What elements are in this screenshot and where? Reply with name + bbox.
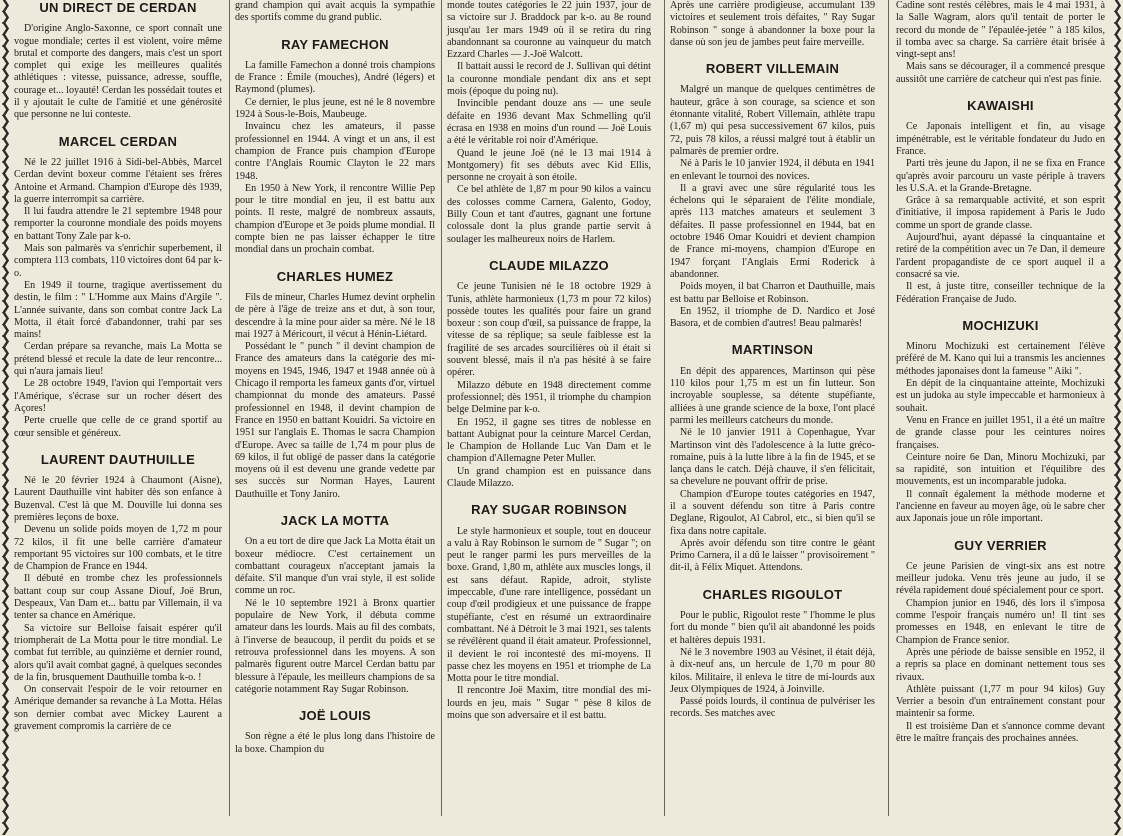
zigzag-mark: ❯ [0, 299, 11, 315]
zigzag-mark: ❯ [0, 9, 11, 25]
zigzag-mark: ❯ [1112, 113, 1123, 129]
zigzag-mark: ❯ [1112, 531, 1123, 547]
zigzag-mark: ❯ [0, 426, 11, 442]
zigzag-mark: ❯ [1112, 403, 1123, 419]
zigzag-mark: ❯ [0, 415, 11, 431]
zigzag-mark: ❯ [1112, 705, 1123, 721]
article-paragraph-continued: grand champion qui avait acquis la sympathie des sportifs comme du grand public. [235, 0, 435, 24]
zigzag-mark: ❯ [1112, 195, 1123, 211]
zigzag-mark: ❯ [1112, 392, 1123, 408]
article-heading: JACK LA MOTTA [280, 512, 390, 528]
article-paragraph: Fils de mineur, Charles Humez devint orphelin de père à l'âge de treize ans et dut, à son tour, descendre à la mine pour aider sa mère. Né le 18 mai 1927 à Méricourt, il vécut à Hénin-Liétard. [235, 291, 435, 340]
zigzag-mark: ❯ [0, 809, 11, 825]
article-paragraph: Mais son palmarès va s'enrichir superbement, il comptera 113 combats, 110 victoires dont 64 par k-o. [14, 243, 222, 279]
article-heading: CHARLES HUMEZ [276, 268, 394, 284]
article-paragraph: Mais sans se décourager, il a commencé presque aussitôt une carrière de catcheur qui n'est pas finie. [896, 61, 1105, 85]
zigzag-mark: ❯ [1112, 357, 1123, 373]
zigzag-mark: ❯ [0, 125, 11, 141]
article-paragraph: Milazzo débute en 1948 directement comme professionnel; dès 1951, il triomphe du champion belge Delmine par k-o. [447, 379, 651, 416]
zigzag-mark: ❯ [1112, 740, 1123, 755]
zigzag-mark: ❯ [0, 287, 11, 303]
zigzag-mark: ❯ [0, 751, 11, 767]
zigzag-mark: ❯ [1112, 229, 1123, 245]
article-heading: MARTINSON [731, 342, 814, 358]
article-paragraph: Pour le public, Rigoulot reste " l'homme le plus fort du monde " bien qu'il ait abandonné les poids et haltères depuis 1931. [670, 610, 875, 646]
article-heading: MOCHIZUKI [962, 317, 1039, 333]
article-heading: KAWAISHI [967, 98, 1034, 114]
zigzag-mark: ❯ [1112, 821, 1123, 836]
zigzag-mark: ❯ [1112, 32, 1123, 48]
article-paragraph: Né à Paris le 10 janvier 1924, il débuta en 1941 en enlevant le tournoi des novices. [670, 158, 875, 182]
zigzag-mark: ❯ [0, 589, 11, 605]
zigzag-mark: ❯ [1112, 206, 1123, 222]
article-paragraph: Ce jeune Tunisien né le 18 octobre 1929 à Tunis, athlète harmonieux (1,73 m pour 72 kilos) possède toutes les qualités pour faire un grand boxeur : son coup d'œil, sa puissance de frappe, la vitesse de sa réplique; sa seule faiblesse est la fragilité de ses arcades sourcilières où il était si souvent blessé, mais il n'a pas hésité à se faire opérer. [447, 281, 651, 379]
article-paragraph: Ceinture noire 6e Dan, Minoru Mochizuki, par sa rapidité, son intuition et l'équilibre des mouvements, est un incomparable judoka. [896, 451, 1105, 488]
zigzag-mark: ❯ [0, 624, 11, 640]
article-heading: ROBERT VILLEMAIN [705, 61, 840, 77]
article-paragraph: Passé poids lourds, il continua de pulvériser les records. Ses matches avec [670, 696, 875, 720]
zigzag-mark: ❯ [1112, 774, 1123, 790]
article-paragraph: Aujourd'hui, ayant dépassé la cinquantaine et retiré de la compétition avec un 7e Dan, il demeure l'ardent propagandiste de ce sport auquel il a consacré sa vie. [896, 232, 1105, 280]
article-paragraph: Champion junior en 1946, dès lors il s'imposa comme l'espoir français numéro un! Il tint ses promesses en 1948, en enlevant le titre de Champion de France senior. [896, 597, 1105, 646]
article-paragraph: Sa victoire sur Belloise faisait espérer qu'il triompherait de La Motta pour le titre mondial. Le combat fut terrible, au quinzième et dernier round, alors qu'il avait combat gagné, à quelques secondes de la fin, brusquement Dauthuille tomba k-o. ! [14, 622, 222, 683]
article-heading: LAURENT DAUTHUILLE [40, 451, 196, 467]
zigzag-mark: ❯ [1112, 496, 1123, 512]
article-paragraph: Malgré un manque de quelques centimètres de hauteur, grâce à son courage, sa science et son étonnante vitalité, Robert Villemain, athlète trapu (1,67 m) qui pesa successivement 67 kilos, puis 72, puis 78 kilos, a réussi malgré tout à établir un palmarès de premier ordre. [670, 84, 875, 157]
zigzag-mark: ❯ [1112, 44, 1123, 60]
article-paragraph: On a eu tort de dire que Jack La Motta était un boxeur médiocre. C'est certainement un combattant courageux n'acceptant jamais la défaite. S'il manque d'un vrai style, il est solide comme un roc. [235, 536, 435, 597]
zigzag-mark: ❯ [0, 438, 11, 454]
article-paragraph: Il est, à juste titre, conseiller technique de la Fédération Française de Judo. [896, 281, 1105, 305]
zigzag-mark: ❯ [1112, 716, 1123, 732]
zigzag-mark: ❯ [0, 670, 11, 686]
zigzag-mark: ❯ [1112, 322, 1123, 338]
zigzag-mark: ❯ [1112, 809, 1123, 825]
article-paragraph: En 1950 à New York, il rencontre Willie Pep pour le titre mondial en jeu, il est battu aux points. Il reste, malgré de nombreux assauts, champion d'Europe et 3e poids plume mondial. Il compte bien ne pas laisser échapper le titre mondial dans un prochain combat. [235, 182, 435, 256]
zigzag-mark: ❯ [0, 79, 11, 95]
zigzag-mark: ❯ [1112, 0, 1123, 13]
zigzag-mark: ❯ [1112, 484, 1123, 500]
zigzag-mark: ❯ [0, 403, 11, 419]
zigzag-mark: ❯ [0, 264, 11, 280]
article-paragraph: Venu en France en juillet 1951, il a été un maître de grande classe pour les ceintures noires françaises. [896, 414, 1105, 451]
zigzag-mark: ❯ [0, 786, 11, 802]
article-heading: UN DIRECT DE CERDAN [39, 0, 197, 15]
zigzag-mark: ❯ [0, 276, 11, 292]
zigzag-mark: ❯ [0, 600, 11, 616]
zigzag-mark: ❯ [1112, 612, 1123, 628]
article-paragraph: Après une période de baisse sensible en 1952, il a repris sa place en dominant nettement tous ses rivaux. [896, 646, 1105, 683]
zigzag-mark: ❯ [1112, 183, 1123, 199]
article-paragraph: Ce jeune Parisien de vingt-six ans est notre meilleur judoka. Venu très jeune au judo, il se révéla rapidement doué spécialement pour ce sport. [896, 560, 1105, 597]
column-rule [441, 0, 442, 816]
column-4 [670, 0, 875, 816]
article-paragraph: Ce Japonais intelligent et fin, au visage impénétrable, est le véritable fondateur du Judo en France. [896, 121, 1105, 157]
zigzag-mark: ❯ [0, 148, 11, 164]
zigzag-mark: ❯ [0, 392, 11, 408]
zigzag-mark: ❯ [0, 519, 11, 535]
article-paragraph: Ce dernier, le plus jeune, est né le 8 novembre 1924 à Sous-le-Bois, Maubeuge. [235, 96, 435, 121]
zigzag-mark: ❯ [0, 334, 11, 350]
zigzag-mark: ❯ [1112, 693, 1123, 709]
zigzag-mark: ❯ [1112, 728, 1123, 744]
article-paragraph: Son règne a été le plus long dans l'histoire de la boxe. Champion du [235, 731, 435, 755]
article-paragraph: D'origine Anglo-Saxonne, ce sport connaît une vogue mondiale; certes il est violent, voire même brutal et comporte des dangers, mais c'est un sport complet qui exige les meilleures qualités athlétiques : vitesse, puissance, adresse, souffle, courage et... loyauté! Cerdan les possédait toutes et il y ajoutait le culte de l'amitié et une générosité que personne ne lui conteste. [14, 23, 222, 121]
zigzag-mark: ❯ [0, 577, 11, 593]
article-heading: JOË LOUIS [298, 708, 372, 724]
article-paragraph: Ce bel athlète de 1,87 m pour 90 kilos a vaincu des colosses comme Carnera, Galento, Godoy, Billy Coun et tant d'autres, gagnant une fortune colossale dont la plus grande partie servit à soulager les malheureux noirs de Harlem. [447, 184, 651, 245]
zigzag-mark: ❯ [1112, 542, 1123, 558]
article-paragraph: Cerdan prépare sa revanche, mais La Motta se prétend blessé et recule la date de leur rencontre... qui n'aura jamais lieu! [14, 341, 222, 378]
article-paragraph: Champion d'Europe toutes catégories en 1947, il a souvent défendu son titre à Paris contre Deglane, Rigoulot, Al Cabrol, etc., si bien qu'il se fixa dans notre capitale. [670, 488, 875, 537]
zigzag-mark: ❯ [0, 113, 11, 129]
zigzag-mark: ❯ [0, 461, 11, 477]
zigzag-mark: ❯ [0, 0, 11, 13]
zigzag-mark: ❯ [1112, 461, 1123, 477]
column-1 [14, 0, 222, 816]
article-paragraph: Il connaît également la méthode moderne et l'ancienne en faveur au moyen âge, où le sabre cher aux Japonais joue un rôle important. [896, 488, 1105, 525]
article-paragraph: En dépit des apparences, Martinson qui pèse 110 kilos pour 1,75 m est un fin lutteur. Son incroyable souplesse, sa détente stupéfiante, alliées à une grande science de la boxe, l'ont placé parmi les meilleurs catcheurs du monde. [670, 365, 875, 426]
column-rule [229, 0, 230, 816]
zigzag-mark: ❯ [1112, 635, 1123, 651]
zigzag-mark: ❯ [1112, 171, 1123, 187]
zigzag-mark: ❯ [0, 566, 11, 582]
zigzag-mark: ❯ [1112, 797, 1123, 813]
zigzag-mark: ❯ [0, 183, 11, 199]
zigzag-mark: ❯ [0, 797, 11, 813]
zigzag-mark: ❯ [1112, 600, 1123, 616]
zigzag-mark: ❯ [0, 508, 11, 524]
article-heading: RAY FAMECHON [281, 36, 389, 52]
article-paragraph: Quand le jeune Joë (né le 13 mai 1914 à Montgomery) fit ses débuts avec Kid Ellis, personne ne croyait à son étoile. [447, 147, 651, 184]
zigzag-mark: ❯ [1112, 241, 1123, 257]
article-paragraph: Le 28 octobre 1949, l'avion qui l'emportait vers l'Amérique, s'écrase sur un rocher désert des Açores! [14, 378, 222, 414]
zigzag-mark: ❯ [0, 496, 11, 512]
zigzag-mark: ❯ [0, 195, 11, 211]
zigzag-mark: ❯ [1112, 264, 1123, 280]
zigzag-mark: ❯ [0, 473, 11, 489]
zigzag-mark: ❯ [1112, 566, 1123, 582]
article-paragraph: Athlète puissant (1,77 m pour 94 kilos) Guy Verrier a besoin d'un entraînement constant pour maintenir sa forme. [896, 683, 1105, 720]
zigzag-mark: ❯ [0, 450, 11, 466]
zigzag-mark: ❯ [0, 542, 11, 558]
zigzag-mark: ❯ [1112, 380, 1123, 396]
zigzag-mark: ❯ [1112, 369, 1123, 384]
column-2 [235, 0, 435, 816]
zigzag-mark: ❯ [1112, 67, 1123, 83]
zigzag-mark: ❯ [1112, 55, 1123, 71]
zigzag-mark: ❯ [0, 531, 11, 547]
zigzag-mark: ❯ [1112, 438, 1123, 454]
zigzag-mark: ❯ [1112, 450, 1123, 466]
article-paragraph: Né le 10 janvier 1911 à Copenhague, Yvar Martinson vint dès l'adolescence à la lutte gréco-romaine, puis à la lutte libre à la fin de 1945, et se lança dans le catch. Déjà chauve, il s'en félicitait, sa chevelure ne pouvant offrir de prise. [670, 427, 875, 488]
zigzag-mark: ❯ [0, 705, 11, 721]
zigzag-mark: ❯ [1112, 21, 1123, 37]
zigzag-mark: ❯ [0, 102, 11, 118]
zigzag-mark: ❯ [1112, 519, 1123, 535]
column-5 [896, 0, 1105, 816]
zigzag-mark: ❯ [0, 345, 11, 361]
article-paragraph: Poids moyen, il bat Charron et Dauthuille, mais est battu par Belloise et Robinson. [670, 281, 875, 305]
article-paragraph: En 1952, il gagne ses titres de noblesse en battant Aubignat pour la ceinture Marcel Cerdan, le Champion de Hollande Luc Van Dam et le champion d'Allemagne Peter Muller. [447, 416, 651, 465]
article-paragraph-continued: Après une carrière prodigieuse, accumulant 139 victoires et seulement trois défaites, " Ray Sugar Robinson " songe à abandonner la boxe pour la danse où son jeu de jambes peut faire merveille. [670, 0, 875, 48]
zigzag-mark: ❯ [1112, 415, 1123, 431]
zigzag-mark: ❯ [0, 241, 11, 257]
article-paragraph: En dépit de la cinquantaine atteinte, Mochizuki est un judoka au style impeccable et harmonieux à souhait. [896, 378, 1105, 414]
zigzag-mark: ❯ [1112, 647, 1123, 663]
zigzag-mark: ❯ [0, 55, 11, 71]
zigzag-mark: ❯ [1112, 148, 1123, 164]
zigzag-mark: ❯ [0, 44, 11, 60]
zigzag-mark: ❯ [0, 322, 11, 338]
zigzag-mark: ❯ [0, 357, 11, 373]
zigzag-mark: ❯ [1112, 287, 1123, 303]
column-rule [664, 0, 665, 816]
zigzag-mark: ❯ [1112, 79, 1123, 95]
zigzag-mark: ❯ [1112, 137, 1123, 153]
article-paragraph: Né le 10 septembre 1921 à Bronx quartier populaire de New York, il débuta comme amateur dans les lourds. Mais au fil des combats, à l'inverse de beaucoup, il perdit du poids et se retrouva professionnel dans les moyens. A son palmarès figurent outre Marcel Cerdan battu par blessure à l'épaule, les meilleurs champions de sa catégorie notamment Ray Sugar Robinson. [235, 597, 435, 695]
zigzag-mark: ❯ [1112, 473, 1123, 489]
article-paragraph-continued: monde toutes catégories le 22 juin 1937, jour de sa victoire sur J. Braddock par k-o. au 8e round jusqu'au 1er mars 1949 où il se retira du ring abandonnant sa couronne au vainqueur du match Ezzard Charles — J.-Joë Walcott. [447, 0, 651, 61]
zigzag-mark: ❯ [0, 821, 11, 836]
article-paragraph: Il a gravi avec une sûre régularité tous les échelons qui le séparaient de l'élite mondiale, après 113 matches amateurs et seulement 3 défaites. Il passe professionnel en 1944, bat en octobre 1946 Omar Kouidri et devient champion de France mi-moyens, champion d'Europe en 1947 forçant l'Anglais Ermi Roderick à abandonner. [670, 182, 875, 280]
article-paragraph: Parti très jeune du Japon, il ne se fixa en France qu'après avoir parcouru un vaste périple à travers les U.S.A. et la Grande-Bretagne. [896, 158, 1105, 194]
zigzag-mark: ❯ [1112, 299, 1123, 315]
article-paragraph: Minoru Mochizuki est certainement l'élève préféré de M. Kano qui lui a transmis les anciennes méthodes japonaises dont la fameuse " Aiki ". [896, 341, 1105, 377]
zigzag-mark: ❯ [1112, 311, 1123, 327]
article-paragraph: Grâce à sa remarquable activité, et son esprit d'initiative, il imposa rapidement à Paris le Judo comme un sport de grande classe. [896, 195, 1105, 231]
zigzag-mark: ❯ [0, 763, 11, 779]
zigzag-mark: ❯ [1112, 577, 1123, 593]
zigzag-mark: ❯ [1112, 426, 1123, 442]
zigzag-mark: ❯ [1112, 589, 1123, 605]
article-paragraph: Invaincu chez les amateurs, il passe professionnel en 1944. A vingt et un ans, il est champion de France puis champion d'Europe contre l'Anglais Roumic Clayton le 22 mars 1948. [235, 121, 435, 182]
zigzag-mark: ❯ [0, 740, 11, 755]
zigzag-mark: ❯ [1112, 508, 1123, 524]
zigzag-mark: ❯ [0, 774, 11, 790]
article-heading: MARCEL CERDAN [58, 133, 178, 149]
zigzag-mark: ❯ [1112, 218, 1123, 234]
zigzag-mark: ❯ [1112, 334, 1123, 350]
article-paragraph: En 1949 il tourne, tragique avertissement du destin, le film : " L'Homme aux Mains d'Argile ". L'année suivante, dans son combat contre Jack La Motta, il était forcé d'abandonner, trahi par ses mains! [14, 279, 222, 341]
zigzag-mark: ❯ [1112, 160, 1123, 176]
article-paragraph: Devenu un solide poids moyen de 1,72 m pour 72 kilos, il fit une belle carrière d'amateur remportant 95 victoires sur 100 combats, et le titre de Champion de France en 1944. [14, 524, 222, 573]
column-rule [888, 0, 889, 816]
zigzag-mark: ❯ [1112, 554, 1123, 570]
zigzag-mark: ❯ [0, 67, 11, 83]
zigzag-mark: ❯ [1112, 786, 1123, 802]
zigzag-mark: ❯ [1112, 90, 1123, 106]
zigzag-mark: ❯ [0, 311, 11, 327]
zigzag-mark: ❯ [1112, 670, 1123, 686]
zigzag-mark: ❯ [0, 554, 11, 570]
article-paragraph: Né le 20 février 1924 à Chaumont (Aisne), Laurent Dauthuille vint habiter dès son enfance à Buzenval. C'est là que M. Douville lui donna ses premières leçons de boxe. [14, 475, 222, 523]
zigzag-mark: ❯ [1112, 751, 1123, 767]
zigzag-mark: ❯ [0, 380, 11, 396]
zigzag-mark: ❯ [1112, 276, 1123, 292]
zigzag-mark: ❯ [1112, 9, 1123, 25]
article-paragraph: La famille Famechon a donné trois champions de France : Émile (mouches), André (légers) et Raymond (plumes). [235, 59, 435, 96]
zigzag-mark: ❯ [1112, 125, 1123, 141]
zigzag-mark: ❯ [1112, 763, 1123, 779]
article-heading: GUY VERRIER [954, 537, 1047, 553]
column-3 [447, 0, 651, 816]
article-heading: CLAUDE MILAZZO [489, 257, 609, 273]
article-paragraph: Il débuté en trombe chez les professionnels battant coup sur coup Assane Diouf, Joë Brun, Despeaux, Van Dam et... battu par Villemain, il va tenter sa chance en Amérique. [14, 573, 222, 622]
zigzag-mark: ❯ [0, 484, 11, 500]
article-paragraph: Possédant le " punch " il devint champion de France des amateurs dans la catégorie des mi-moyens en 1945, 1946, 1947 et 1948 année où à Chicago il remporta les fameux gants d'or, virtuel championnat du monde des amateurs. Passé professionnel en 1948, il devint champion de France en 1950 en battant Kouidri. Sa victoire en 1951 sur l'anglais E. Thomas le sacra Champion d'Europe. Avec sa taille de 1,74 m pour plus de 69 kilos, il fut obligé de passer dans la catégorie moyens où il est devenu une grande vedette par ses succès sur Norman Hayes, Laurent Dauthuille et Tony Janiro. [235, 341, 435, 500]
zigzag-border-left [0, 0, 11, 836]
article-paragraph: Un grand champion est en puissance dans Claude Milazzo. [447, 465, 651, 489]
article-paragraph: Le style harmonieux et souple, tout en douceur a valu à Ray Robinson le surnom de " Sugar "; on peut le ranger parmi les purs merveilles de la boxe. Grand, 1,80 m, athlète aux muscles longs, il est sans défaut. Rapide, adroit, styliste impeccable, d'une rare intelligence, possédant un coup d'œil prodigieux et une puissance de frappe stupéfiante, c'est en résumé un extraordinaire combattant. Né à Détroit le 3 mai 1921, ses talents se révélèrent quand il était amateur. Professionnel, il devient le roi incontesté des mi-moyens. Il passe chez les moyens en 1951 et triomphe de La Motta pour le titre mondial. [447, 525, 651, 685]
article-paragraph: Il battait aussi le record de J. Sullivan qui détint la couronne mondiale pendant dix ans et sept mois (époque du poing nu). [447, 61, 651, 98]
zigzag-mark: ❯ [1112, 345, 1123, 361]
article-paragraph: Né le 3 novembre 1903 au Vésinet, il était déjà, à dix-neuf ans, un hercule de 1,70 m pour 80 kilos. Militaire, il enleva le titre de mi-lourds aux Jeux Olympiques de 1924, à Joinville. [670, 646, 875, 695]
zigzag-mark: ❯ [1112, 624, 1123, 640]
zigzag-border-right [1112, 0, 1123, 836]
article-paragraph: Invincible pendant douze ans — une seule défaite en 1936 devant Max Schmelling qu'il écrasa en 1938 en moins d'un round — Joë Louis a été le véritable roi noir d'Amérique. [447, 98, 651, 147]
zigzag-mark: ❯ [0, 682, 11, 698]
article-paragraph: On conservait l'espoir de le voir retourner en Amérique demander sa revanche à La Motta. Hélas son dernier combat avec Mickey Laurent a gravement compromis la carrière de ce [14, 684, 222, 733]
zigzag-mark: ❯ [0, 728, 11, 744]
article-paragraph: Il rencontre Joë Maxim, titre mondial des mi-lourds en jeu, mais " Sugar " pèse 8 kilos de moins que son adversaire et il est battu. [447, 685, 651, 722]
zigzag-mark: ❯ [0, 658, 11, 674]
zigzag-mark: ❯ [1112, 253, 1123, 269]
zigzag-mark: ❯ [0, 253, 11, 269]
zigzag-mark: ❯ [0, 612, 11, 628]
zigzag-mark: ❯ [0, 90, 11, 106]
zigzag-mark: ❯ [0, 369, 11, 384]
zigzag-mark: ❯ [0, 137, 11, 153]
article-paragraph: Né le 22 juillet 1916 à Sidi-bel-Abbès, Marcel Cerdan devint boxeur comme l'étaient ses frères Antoine et Armand. Champion d'Europe dès 1939, la guerre interrompit sa carrière. [14, 156, 222, 205]
article-paragraph: En 1952, il triomphe de D. Nardico et José Basora, et de combien d'autres! Beau palmarès! [670, 305, 875, 330]
zigzag-mark: ❯ [0, 716, 11, 732]
article-heading: RAY SUGAR ROBINSON [471, 502, 627, 518]
zigzag-mark: ❯ [1112, 102, 1123, 118]
article-paragraph-continued: Cadine sont restés célèbres, mais le 4 mai 1931, à la Salle Wagram, alors qu'il tentait de porter le record du monde de " l'épaulée-jetée " à 185 kilos, il tomba avec sa charge. Sa carrière était brisée à vingt-sept ans! [896, 0, 1105, 61]
zigzag-mark: ❯ [0, 647, 11, 663]
zigzag-mark: ❯ [0, 32, 11, 48]
article-paragraph: Après avoir défendu son titre contre le géant Primo Carnera, il a dû le laisser " provisoirement " dit-il, à Félix Miquet. Attendons. [670, 537, 875, 574]
zigzag-mark: ❯ [0, 21, 11, 37]
zigzag-mark: ❯ [0, 229, 11, 245]
zigzag-mark: ❯ [0, 160, 11, 176]
zigzag-mark: ❯ [1112, 658, 1123, 674]
zigzag-mark: ❯ [0, 693, 11, 709]
article-paragraph: Il lui faudra attendre le 21 septembre 1948 pour remporter la couronne mondiale des poids moyens en battant Tony Zale par k-o. [14, 206, 222, 242]
article-heading: CHARLES RIGOULOT [702, 586, 843, 602]
zigzag-mark: ❯ [1112, 682, 1123, 698]
zigzag-mark: ❯ [0, 635, 11, 651]
zigzag-mark: ❯ [0, 218, 11, 234]
article-paragraph: Perte cruelle que celle de ce grand sportif au cœur sensible et généreux. [14, 415, 222, 439]
zigzag-mark: ❯ [0, 171, 11, 187]
article-paragraph: Il est troisième Dan et s'annonce comme devant être le maître français des prochaines années. [896, 720, 1105, 745]
zigzag-mark: ❯ [0, 206, 11, 222]
